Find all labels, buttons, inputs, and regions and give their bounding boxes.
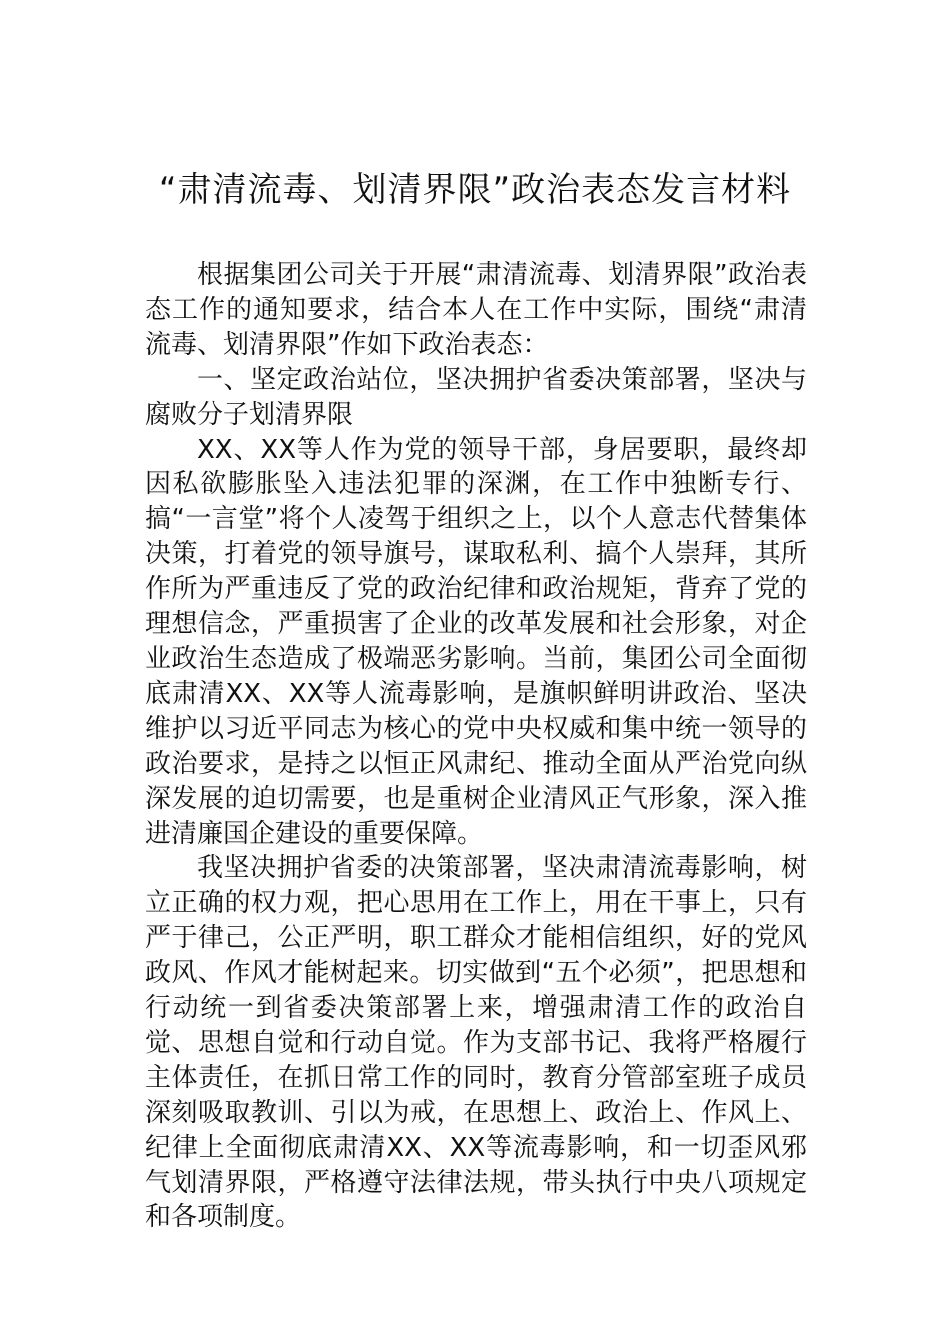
document-body — [145, 258, 807, 1235]
paragraph-intro: 根据集团公司关于开展“肃清流毒、划清界限”政治表态工作的通知要求，结合本人在工作中实际，围绕“肃清流毒、划清界限”作如下政治表态： — [145, 260, 807, 360]
paragraph-commitment: 我坚决拥护省委的决策部署，坚决肃清流毒影响，树立正确的权力观，把心思用在工作上，用在干事上，只有严于律己，公正严明，职工群众才能相信组织，好的党风政风、作风才能树起来。切实做到“五个必须”，把思想和行动统一到省委决策部署上来，增强肃清工作的政治自觉、思想自觉和行动自觉。作为支部书记、我将严格履行主体责任，在抓日常工作的同时，教育分管部室班子成员深刻吸取教训、引以为戒，在思想上、政治上、作风上、纪律上全面彻底肃清XX、XX等流毒影响，和一切歪风邪气划清界限，严格遵守法律法规，带头执行中央八项规定和各项制度。 — [145, 853, 807, 1233]
document-title: “肃清流毒、划清界限”政治表态发言材料 — [158, 170, 792, 210]
paragraph-background: XX、XX等人作为党的领导干部，身居要职，最终却因私欲膨胀坠入违法犯罪的深渊，在工作中独断专行、搞“一言堂”将个人凌驾于组织之上，以个人意志代替集体决策，打着党的领导旗号，谋取私利、搞个人崇拜，其所作所为严重违反了党的政治纪律和政治规矩，背弃了党的理想信念，严重损害了企业的改革发展和社会形象，对企业政治生态造成了极端恶劣影响。当前，集团公司全面彻底肃清XX、XX等人流毒影响，是旗帜鲜明讲政治、坚决维护以习近平同志为核心的党中央权威和集中统一领导的政治要求，是持之以恒正风肃纪、推动全面从严治党向纵深发展的迫切需要，也是重树企业清风正气形象，深入推进清廉国企建设的重要保障。 — [145, 434, 807, 849]
paragraph-heading-1: 一、坚定政治站位，坚决拥护省委决策部署，坚决与腐败分子划清界限 — [145, 364, 807, 430]
